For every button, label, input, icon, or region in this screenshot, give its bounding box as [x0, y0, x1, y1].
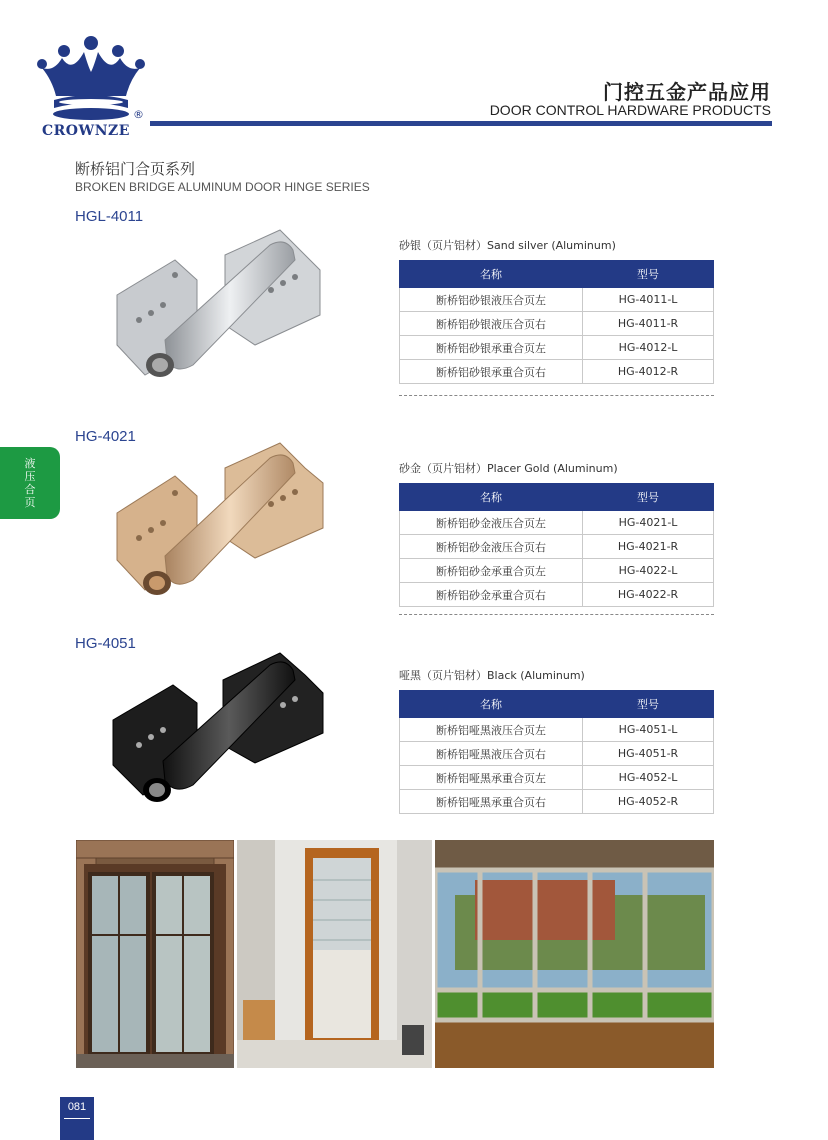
cell-model: HG-4052-R: [583, 790, 714, 814]
cell-name: 断桥铝砂银承重合页右: [400, 360, 583, 384]
table-row: [400, 360, 714, 384]
finish-caption-1: 砂银（页片铝材）Sand silver (Aluminum): [399, 239, 616, 252]
cell-name: 断桥铝砂金承重合页左: [400, 559, 583, 583]
brand-name: CROWNZE: [42, 123, 130, 139]
cell-name: 断桥铝砂银承重合页左: [400, 336, 583, 360]
col-header-model: 型号: [583, 484, 714, 511]
dashed-divider: [399, 395, 714, 396]
table-row: [400, 766, 714, 790]
col-header-model: 型号: [583, 691, 714, 718]
table-row: [400, 742, 714, 766]
page-number-underline: [64, 1118, 90, 1119]
product-table-2: [399, 483, 714, 607]
hinge-image-black: [105, 645, 330, 810]
cell-model: HG-4051-L: [583, 718, 714, 742]
cell-name: 断桥铝哑黑液压合页右: [400, 742, 583, 766]
cell-name: 断桥铝砂金液压合页右: [400, 535, 583, 559]
table-row: [400, 511, 714, 535]
cell-model: HG-4021-R: [583, 535, 714, 559]
table-row: [400, 535, 714, 559]
table-row: [400, 559, 714, 583]
table-row: [400, 583, 714, 607]
series-title-en: BROKEN BRIDGE ALUMINUM DOOR HINGE SERIES: [75, 180, 370, 194]
table-row: [400, 288, 714, 312]
header-title-cn: 门控五金产品应用: [603, 80, 771, 104]
header-rule: [150, 121, 772, 126]
col-header-name: 名称: [400, 691, 583, 718]
dashed-divider: [399, 614, 714, 615]
cell-name: 断桥铝砂银液压合页右: [400, 312, 583, 336]
photo-brick-double-door: [76, 840, 234, 1068]
hinge-drawing: [117, 443, 323, 595]
page-number: 081: [67, 1101, 87, 1113]
cell-model: HG-4022-L: [583, 559, 714, 583]
cell-model: HG-4012-L: [583, 336, 714, 360]
finish-caption-2: 砂金（页片铝材）Placer Gold (Aluminum): [399, 462, 618, 475]
photo-sunroom-glass-doors: [435, 840, 714, 1068]
photo-wood-interior-door: [237, 840, 432, 1068]
cell-model: HG-4012-R: [583, 360, 714, 384]
cell-model: HG-4011-L: [583, 288, 714, 312]
model-title-1: HGL-4011: [75, 208, 144, 225]
product-table-3: [399, 690, 714, 814]
registered-mark: ®: [133, 108, 144, 121]
product-table-1: [399, 260, 714, 384]
model-title-3: HG-4051: [75, 635, 136, 652]
cell-name: 断桥铝哑黑承重合页左: [400, 766, 583, 790]
table-row: [400, 718, 714, 742]
cell-name: 断桥铝哑黑液压合页左: [400, 718, 583, 742]
cell-model: HG-4051-R: [583, 742, 714, 766]
hinge-drawing: [113, 653, 323, 802]
side-tab-label: 液压合页: [24, 457, 36, 509]
cell-model: HG-4011-R: [583, 312, 714, 336]
table-row: [400, 790, 714, 814]
hinge-image-silver: [105, 225, 330, 390]
cell-model: HG-4052-L: [583, 766, 714, 790]
col-header-name: 名称: [400, 484, 583, 511]
cell-name: 断桥铝砂银液压合页左: [400, 288, 583, 312]
table-row: [400, 336, 714, 360]
finish-caption-3: 哑黑（页片铝材）Black (Aluminum): [399, 669, 585, 682]
hinge-image-gold: [105, 438, 330, 603]
col-header-model: 型号: [583, 261, 714, 288]
header-title-en: DOOR CONTROL HARDWARE PRODUCTS: [489, 102, 771, 118]
col-header-name: 名称: [400, 261, 583, 288]
cell-name: 断桥铝砂金承重合页右: [400, 583, 583, 607]
cell-name: 断桥铝砂金液压合页左: [400, 511, 583, 535]
cell-model: HG-4021-L: [583, 511, 714, 535]
hinge-drawing: [117, 230, 320, 377]
model-title-2: HG-4021: [75, 428, 136, 445]
table-row: [400, 312, 714, 336]
cell-model: HG-4022-R: [583, 583, 714, 607]
cell-name: 断桥铝哑黑承重合页右: [400, 790, 583, 814]
category-side-tab[interactable]: [0, 447, 60, 519]
series-title-cn: 断桥铝门合页系列: [75, 160, 196, 178]
